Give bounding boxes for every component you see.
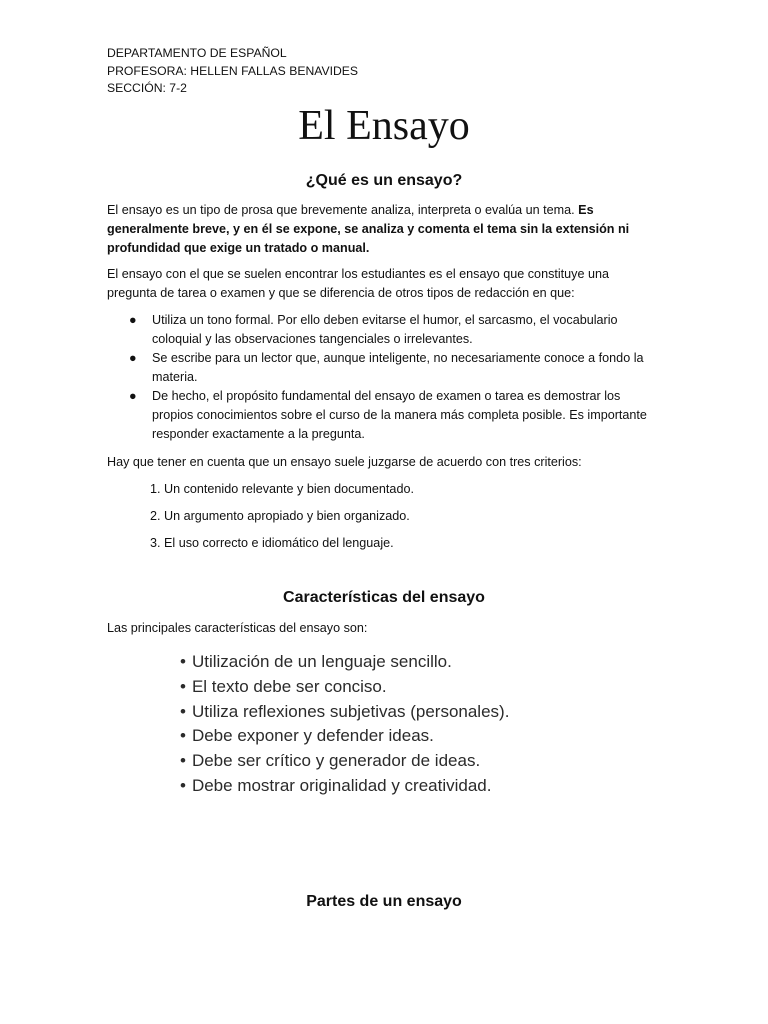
- bullet-icon: ●: [129, 351, 137, 365]
- document-header: [107, 45, 358, 98]
- list-item-text: Debe ser crítico y generador de ideas.: [191, 751, 481, 771]
- paragraph-definition: [107, 201, 655, 258]
- bullet-icon: •: [180, 726, 186, 746]
- paragraph-definition-normal: El ensayo es un tipo de prosa que brevemente analiza, interpreta o evalúa un tema.: [107, 203, 579, 217]
- paragraph-definition-bold: Es generalmente breve, y en él se expone, se analiza y comenta el tema sin la extensión ni profundidad que exige un tratado o manual.: [107, 203, 630, 255]
- paragraph-student-essay: El ensayo con el que se suelen encontrar los estudiantes es el ensayo que constituye una pregunta de tarea o examen y que se diferencia de otros tipos de redacción en que:: [107, 267, 609, 300]
- list-item-text: Utiliza reflexiones subjetivas (personales).: [191, 701, 510, 721]
- list-item-text: El texto debe ser conciso.: [191, 676, 387, 696]
- document-title: El Ensayo: [298, 103, 470, 149]
- bullet-icon: •: [180, 775, 186, 795]
- list-item: [107, 387, 655, 444]
- list-item-text: Utilización de un lenguaje sencillo.: [191, 652, 452, 671]
- list-item: [107, 311, 655, 349]
- bullet-icon: ●: [129, 313, 137, 327]
- section-heading-characteristics: Características del ensayo: [283, 589, 485, 606]
- list-item-text: Utiliza un tono formal. Por ello deben evitarse el humor, el sarcasmo, el vocabulario coloquial y las observaciones tangenciales o irrelevantes.: [152, 313, 618, 346]
- department-line: DEPARTAMENTO DE ESPAÑOL: [107, 46, 287, 60]
- essay-traits-list: [107, 311, 655, 444]
- bullet-icon: ●: [129, 389, 137, 403]
- bullet-icon: •: [180, 751, 186, 771]
- bullet-icon: •: [180, 652, 186, 671]
- list-item: [107, 349, 655, 387]
- section-heading-parts: Partes de un ensayo: [306, 893, 462, 910]
- list-item-text: De hecho, el propósito fundamental del ensayo de examen o tarea es demostrar los propios conocimientos sobre el curso de la manera más completa posible. Es importante responder exactamente a la pregunta.: [152, 389, 647, 441]
- section-heading-what-is: ¿Qué es un ensayo?: [305, 172, 463, 189]
- list-item: [180, 700, 580, 725]
- list-item: [180, 749, 580, 774]
- list-item: [180, 650, 580, 675]
- list-item: [180, 675, 580, 700]
- list-item-text: Debe exponer y defender ideas.: [191, 726, 434, 746]
- bullet-icon: •: [180, 701, 186, 721]
- criteria-item: 2. Un argumento apropiado y bien organizado.: [150, 509, 410, 523]
- criteria-item: 1. Un contenido relevante y bien documentado.: [150, 482, 414, 496]
- characteristics-image: [180, 650, 580, 810]
- characteristics-list: [180, 650, 580, 799]
- bullet-icon: •: [180, 676, 186, 696]
- teacher-line: PROFESORA: HELLEN FALLAS BENAVIDES: [107, 63, 359, 78]
- paragraph-characteristics-intro: Las principales características del ensayo son:: [107, 621, 368, 635]
- section-line: SECCIÓN: 7-2: [107, 81, 187, 95]
- list-item-text: Se escribe para un lector que, aunque inteligente, no necesariamente conoce a fondo la materia.: [152, 351, 644, 384]
- list-item: [180, 724, 580, 749]
- list-item-text: Debe mostrar originalidad y creatividad.: [191, 775, 492, 795]
- criteria-item: 3. El uso correcto e idiomático del lenguaje.: [150, 536, 394, 550]
- paragraph-criteria-intro: Hay que tener en cuenta que un ensayo suele juzgarse de acuerdo con tres criterios:: [107, 455, 582, 469]
- list-item: [180, 774, 580, 799]
